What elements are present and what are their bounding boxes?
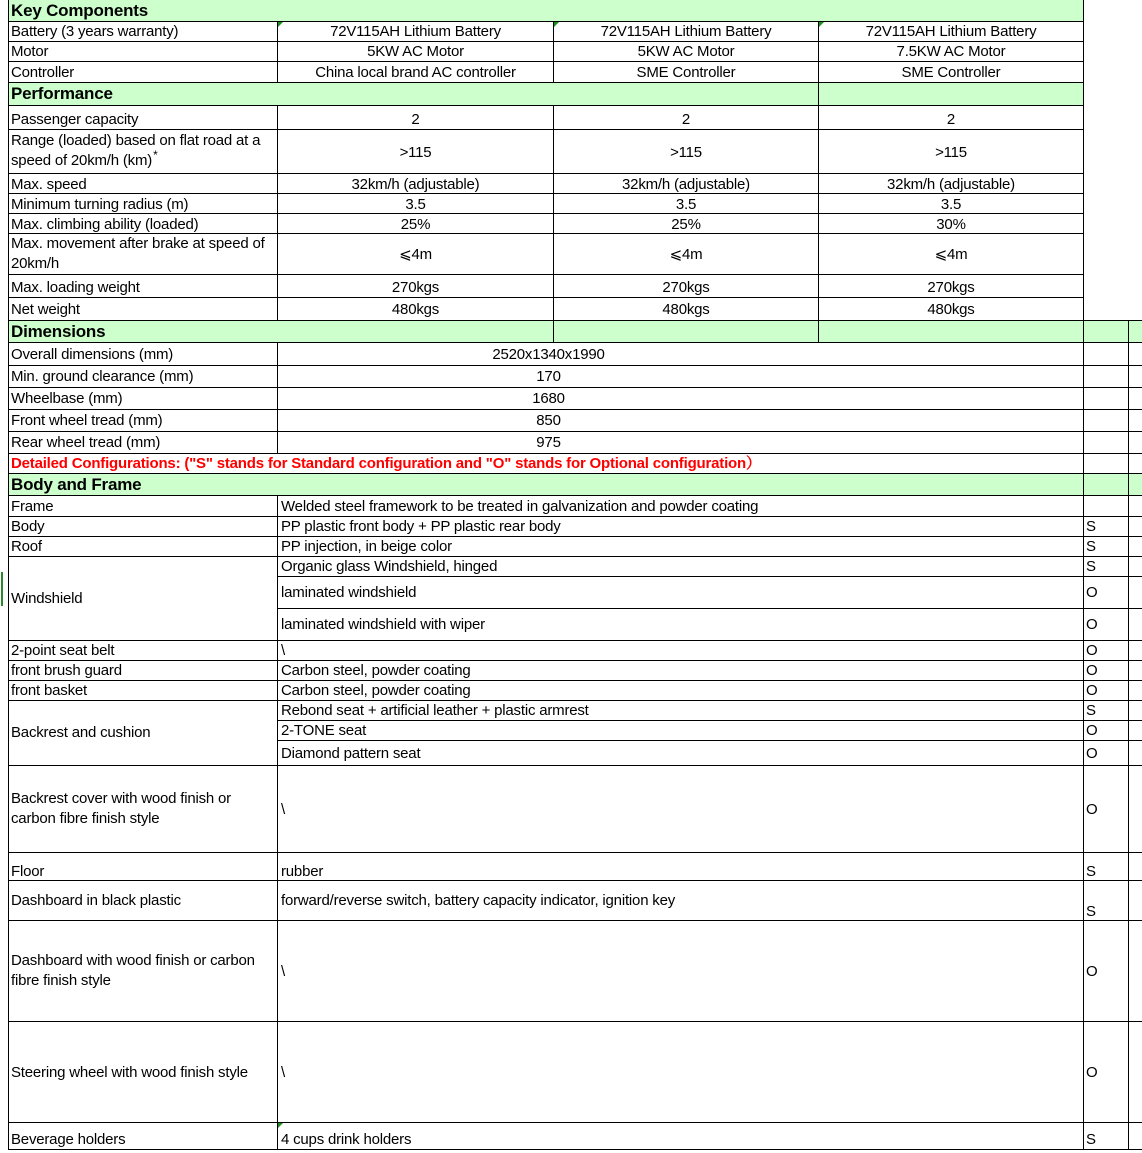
bf-label-floor: Floor bbox=[11, 863, 45, 880]
bf-backrest-cover-flag: O bbox=[1086, 800, 1098, 818]
perf-netweight-v3: 480kgs bbox=[927, 301, 975, 318]
bf-label-windshield: Windshield bbox=[11, 589, 83, 607]
bf-backrest-opt2-flag: O bbox=[1086, 721, 1098, 739]
bf-label-beverage: Beverage holders bbox=[11, 1131, 126, 1148]
perf-label-range bbox=[9, 130, 276, 174]
bf-backrest-cover-desc: \ bbox=[281, 800, 285, 818]
dimensions-header: Dimensions bbox=[11, 321, 106, 341]
kc-controller-v3: SME Controller bbox=[901, 63, 1001, 81]
bf-label-basket: front basket bbox=[11, 681, 87, 699]
dim-label-front-tread: Front wheel tread (mm) bbox=[11, 412, 163, 429]
bf-backrest-opt2: 2-TONE seat bbox=[281, 721, 367, 739]
perf-passengers-v2: 2 bbox=[681, 110, 691, 128]
bf-windshield-opt3: laminated windshield with wiper bbox=[281, 616, 485, 633]
kc-motor-v3: 7.5KW AC Motor bbox=[896, 43, 1006, 60]
perf-climbing-v3: 30% bbox=[936, 215, 966, 233]
bf-label-dash-black: Dashboard in black plastic bbox=[11, 892, 181, 909]
kc-label-battery: Battery (3 years warranty) bbox=[11, 23, 179, 40]
kc-label-controller: Controller bbox=[11, 63, 75, 81]
bf-dash-wood-desc: \ bbox=[281, 962, 285, 980]
bf-beverage-desc: 4 cups drink holders bbox=[281, 1131, 412, 1148]
dim-label-overall: Overall dimensions (mm) bbox=[11, 346, 174, 363]
perf-label-brake: Max. movement after brake at speed of 20km/h bbox=[11, 235, 265, 272]
bf-brush-guard-desc: Carbon steel, powder coating bbox=[281, 661, 471, 679]
bf-dash-wood-flag: O bbox=[1086, 962, 1098, 980]
bf-label-brush-guard: front brush guard bbox=[11, 661, 122, 679]
bf-backrest-opt1: Rebond seat + artificial leather + plastic armrest bbox=[281, 701, 589, 719]
bf-windshield-opt2-flag: O bbox=[1086, 584, 1098, 601]
bf-brush-guard-flag: O bbox=[1086, 661, 1098, 679]
perf-brake-v2: ⩽4m bbox=[669, 245, 703, 263]
perf-range-text: Range (loaded) based on flat road at a speed of 20km/h (km) bbox=[11, 132, 261, 169]
perf-speed-v3: 32km/h (adjustable) bbox=[887, 175, 1015, 193]
kc-controller-v1: China local brand AC controller bbox=[315, 63, 516, 81]
cell-marker bbox=[819, 22, 824, 27]
configuration-notice: Detailed Configurations: ("S" stands for Standard configuration and "O" stands for Optional configuration） bbox=[11, 454, 761, 472]
kc-controller-v2: SME Controller bbox=[636, 63, 736, 81]
bf-steering-desc: \ bbox=[281, 1063, 285, 1081]
bf-windshield-opt2: laminated windshield bbox=[281, 584, 417, 601]
kc-battery-v2: 72V115AH Lithium Battery bbox=[600, 23, 772, 40]
bf-body-desc: PP plastic front body + PP plastic rear body bbox=[281, 517, 561, 535]
kc-motor-v1: 5KW AC Motor bbox=[367, 43, 464, 60]
kc-battery-v1: 72V115AH Lithium Battery bbox=[330, 23, 501, 40]
dim-wheelbase-value: 1680 bbox=[532, 390, 565, 407]
kc-motor-v2: 5KW AC Motor bbox=[637, 43, 735, 60]
perf-label-climbing: Max. climbing ability (loaded) bbox=[11, 215, 199, 233]
perf-brake-v3: ⩽4m bbox=[934, 245, 968, 263]
dim-label-rear-tread: Rear wheel tread (mm) bbox=[11, 434, 161, 451]
bf-label-frame: Frame bbox=[11, 497, 54, 515]
bf-roof-flag: S bbox=[1086, 537, 1096, 555]
kc-label-motor: Motor bbox=[11, 43, 49, 60]
bf-label-body: Body bbox=[11, 517, 45, 535]
bf-body-flag: S bbox=[1086, 517, 1096, 535]
bf-frame-desc: Welded steel framework to be treated in galvanization and powder coating bbox=[281, 497, 759, 515]
bf-dash-black-flag: S bbox=[1086, 903, 1096, 920]
dim-front-tread-value: 850 bbox=[536, 412, 561, 429]
bf-roof-desc: PP injection, in beige color bbox=[281, 537, 452, 555]
perf-radius-v1: 3.5 bbox=[405, 195, 426, 213]
perf-passengers-v1: 2 bbox=[411, 110, 420, 128]
perf-radius-v3: 3.5 bbox=[940, 195, 962, 213]
bf-label-roof: Roof bbox=[11, 537, 42, 555]
perf-climbing-v1: 25% bbox=[400, 215, 431, 233]
bf-beverage-flag: S bbox=[1086, 1131, 1096, 1148]
bf-windshield-opt3-flag: O bbox=[1086, 616, 1098, 633]
perf-speed-v2: 32km/h (adjustable) bbox=[622, 175, 750, 193]
bf-basket-desc: Carbon steel, powder coating bbox=[281, 681, 471, 699]
bf-label-backrest-cover: Backrest cover with wood finish or carbon fibre finish style bbox=[11, 790, 231, 827]
perf-passengers-v3: 2 bbox=[946, 110, 956, 128]
kc-battery-v3: 72V115AH Lithium Battery bbox=[865, 23, 1037, 40]
dim-overall-value: 2520x1340x1990 bbox=[492, 346, 605, 363]
perf-loading-v1: 270kgs bbox=[391, 278, 440, 296]
perf-range-v2: >115 bbox=[670, 143, 702, 161]
bf-label-seat-belt: 2-point seat belt bbox=[11, 641, 115, 659]
cell-marker bbox=[554, 22, 559, 27]
perf-climbing-v2: 25% bbox=[671, 215, 701, 233]
perf-range-v3: >115 bbox=[935, 143, 967, 161]
perf-speed-v1: 32km/h (adjustable) bbox=[351, 175, 480, 193]
dim-clearance-value: 170 bbox=[536, 368, 561, 385]
bf-floor-desc: rubber bbox=[281, 863, 324, 880]
cell-marker bbox=[278, 22, 283, 27]
perf-label-passengers: Passenger capacity bbox=[11, 110, 139, 128]
bf-steering-flag: O bbox=[1086, 1063, 1098, 1081]
key-components-header: Key Components bbox=[11, 1, 148, 20]
perf-label-speed: Max. speed bbox=[11, 175, 87, 193]
bf-seat-belt-desc: \ bbox=[281, 641, 285, 659]
bf-basket-flag: O bbox=[1086, 681, 1098, 699]
bf-windshield-opt1-flag: S bbox=[1086, 557, 1096, 575]
body-frame-header: Body and Frame bbox=[11, 474, 142, 494]
perf-brake-v1: ⩽4m bbox=[399, 245, 432, 263]
bf-floor-flag: S bbox=[1086, 863, 1096, 880]
perf-label-loading: Max. loading weight bbox=[11, 278, 140, 296]
bf-label-dash-wood: Dashboard with wood finish or carbon fibre finish style bbox=[11, 952, 255, 989]
perf-label-netweight: Net weight bbox=[11, 301, 80, 318]
bf-seat-belt-flag: O bbox=[1086, 641, 1098, 659]
bf-dash-black-desc: forward/reverse switch, battery capacity indicator, ignition key bbox=[281, 892, 676, 909]
perf-netweight-v2: 480kgs bbox=[662, 301, 710, 318]
perf-range-v1: >115 bbox=[399, 143, 432, 161]
dim-label-clearance: Min. ground clearance (mm) bbox=[11, 368, 194, 385]
dim-rear-tread-value: 975 bbox=[536, 434, 561, 451]
bf-backrest-opt1-flag: S bbox=[1086, 701, 1096, 719]
bf-label-backrest: Backrest and cushion bbox=[11, 724, 151, 741]
perf-label-radius: Minimum turning radius (m) bbox=[11, 195, 189, 213]
bf-windshield-opt1: Organic glass Windshield, hinged bbox=[281, 557, 498, 575]
bf-backrest-opt3: Diamond pattern seat bbox=[281, 744, 421, 762]
bf-label-steering: Steering wheel with wood finish style bbox=[11, 1063, 248, 1081]
dim-label-wheelbase: Wheelbase (mm) bbox=[11, 390, 123, 407]
perf-range-note: * bbox=[153, 148, 158, 162]
perf-netweight-v1: 480kgs bbox=[391, 301, 440, 318]
perf-loading-v2: 270kgs bbox=[662, 278, 710, 296]
performance-header: Performance bbox=[11, 84, 113, 103]
perf-loading-v3: 270kgs bbox=[927, 278, 975, 296]
bf-backrest-opt3-flag: O bbox=[1086, 744, 1098, 762]
perf-radius-v2: 3.5 bbox=[675, 195, 697, 213]
cell-marker bbox=[278, 1123, 283, 1128]
